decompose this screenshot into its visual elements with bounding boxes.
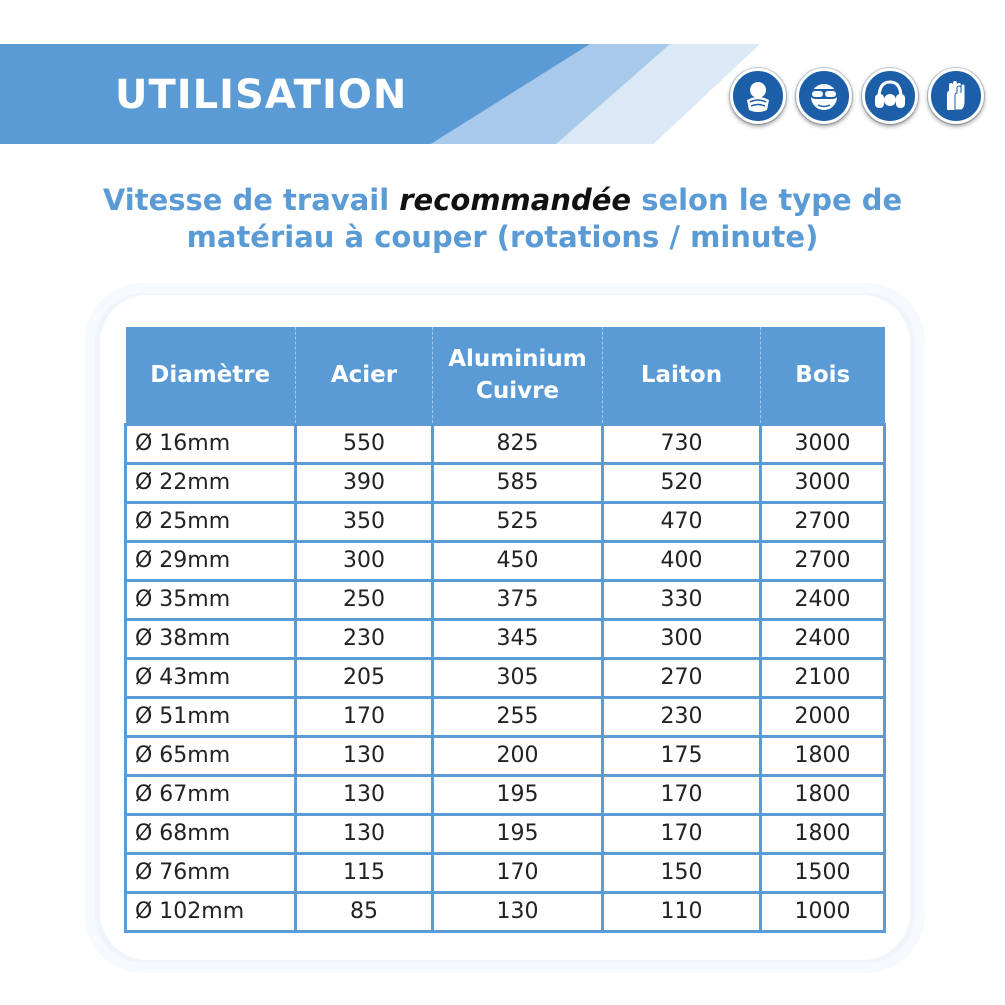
cell-aluminium-cuivre: 525 bbox=[433, 502, 603, 541]
table-row bbox=[126, 463, 885, 502]
header-cuivre: Cuivre bbox=[475, 377, 560, 404]
cell-laiton: 330 bbox=[603, 580, 761, 619]
cell-bois: 3000 bbox=[761, 463, 885, 502]
cell-laiton: 270 bbox=[603, 658, 761, 697]
cell-acier: 550 bbox=[296, 424, 433, 463]
header-acier: Acier bbox=[296, 327, 433, 424]
cell-aluminium-cuivre: 305 bbox=[433, 658, 603, 697]
cell-diameter: Ø 76mm bbox=[126, 853, 296, 892]
table-row bbox=[126, 736, 885, 775]
cell-diameter: Ø 29mm bbox=[126, 541, 296, 580]
table-header-row bbox=[126, 327, 885, 424]
header-bois: Bois bbox=[761, 327, 885, 424]
safety-icons bbox=[730, 68, 984, 124]
cell-diameter: Ø 65mm bbox=[126, 736, 296, 775]
cell-bois: 2700 bbox=[761, 502, 885, 541]
cell-bois: 1500 bbox=[761, 853, 885, 892]
speed-table bbox=[124, 327, 886, 933]
cell-acier: 130 bbox=[296, 736, 433, 775]
cell-aluminium-cuivre: 585 bbox=[433, 463, 603, 502]
table-row bbox=[126, 580, 885, 619]
table-row bbox=[126, 619, 885, 658]
cell-acier: 115 bbox=[296, 853, 433, 892]
cell-diameter: Ø 43mm bbox=[126, 658, 296, 697]
cell-bois: 1800 bbox=[761, 736, 885, 775]
header-aluminium: Aluminium bbox=[448, 345, 587, 372]
table-row bbox=[126, 697, 885, 736]
cell-acier: 130 bbox=[296, 775, 433, 814]
cell-bois: 2400 bbox=[761, 619, 885, 658]
cell-aluminium-cuivre: 200 bbox=[433, 736, 603, 775]
banner-title: UTILISATION bbox=[115, 72, 408, 118]
cell-bois: 1800 bbox=[761, 775, 885, 814]
cell-aluminium-cuivre: 195 bbox=[433, 814, 603, 853]
cell-diameter: Ø 51mm bbox=[126, 697, 296, 736]
ear-protection-icon bbox=[862, 68, 918, 124]
cell-bois: 1000 bbox=[761, 892, 885, 931]
header-aluminium-cuivre bbox=[433, 327, 603, 424]
cell-acier: 250 bbox=[296, 580, 433, 619]
cell-bois: 1800 bbox=[761, 814, 885, 853]
cell-aluminium-cuivre: 450 bbox=[433, 541, 603, 580]
cell-bois: 2700 bbox=[761, 541, 885, 580]
table-row bbox=[126, 853, 885, 892]
cell-bois: 2400 bbox=[761, 580, 885, 619]
cell-laiton: 110 bbox=[603, 892, 761, 931]
cell-laiton: 470 bbox=[603, 502, 761, 541]
cell-diameter: Ø 22mm bbox=[126, 463, 296, 502]
header-laiton: Laiton bbox=[603, 327, 761, 424]
cell-bois: 2000 bbox=[761, 697, 885, 736]
safety-goggles-icon bbox=[796, 68, 852, 124]
cell-laiton: 730 bbox=[603, 424, 761, 463]
cell-acier: 170 bbox=[296, 697, 433, 736]
cell-diameter: Ø 25mm bbox=[126, 502, 296, 541]
gloves-icon bbox=[928, 68, 984, 124]
cell-diameter: Ø 68mm bbox=[126, 814, 296, 853]
cell-aluminium-cuivre: 255 bbox=[433, 697, 603, 736]
cell-acier: 230 bbox=[296, 619, 433, 658]
cell-aluminium-cuivre: 825 bbox=[433, 424, 603, 463]
table-row bbox=[126, 424, 885, 463]
dust-mask-icon bbox=[730, 68, 786, 124]
heading-emphasis: recommandée bbox=[399, 183, 632, 217]
cell-bois: 2100 bbox=[761, 658, 885, 697]
heading-text-start: Vitesse de travail bbox=[102, 183, 400, 217]
cell-laiton: 520 bbox=[603, 463, 761, 502]
cell-laiton: 150 bbox=[603, 853, 761, 892]
cell-laiton: 400 bbox=[603, 541, 761, 580]
table-row bbox=[126, 775, 885, 814]
table-row bbox=[126, 658, 885, 697]
cell-laiton: 170 bbox=[603, 775, 761, 814]
cell-aluminium-cuivre: 130 bbox=[433, 892, 603, 931]
cell-laiton: 230 bbox=[603, 697, 761, 736]
cell-laiton: 300 bbox=[603, 619, 761, 658]
cell-diameter: Ø 102mm bbox=[126, 892, 296, 931]
cell-bois: 3000 bbox=[761, 424, 885, 463]
cell-aluminium-cuivre: 195 bbox=[433, 775, 603, 814]
cell-diameter: Ø 16mm bbox=[126, 424, 296, 463]
cell-diameter: Ø 67mm bbox=[126, 775, 296, 814]
cell-acier: 85 bbox=[296, 892, 433, 931]
cell-aluminium-cuivre: 345 bbox=[433, 619, 603, 658]
cell-diameter: Ø 35mm bbox=[126, 580, 296, 619]
table-row bbox=[126, 541, 885, 580]
table-row bbox=[126, 814, 885, 853]
heading-text-end: selon le type de matériau à couper (rotations / minute) bbox=[186, 183, 903, 254]
table-row bbox=[126, 502, 885, 541]
cell-laiton: 175 bbox=[603, 736, 761, 775]
header-diametre: Diamètre bbox=[150, 361, 271, 388]
cell-aluminium-cuivre: 375 bbox=[433, 580, 603, 619]
section-heading bbox=[100, 182, 905, 256]
cell-acier: 390 bbox=[296, 463, 433, 502]
cell-acier: 205 bbox=[296, 658, 433, 697]
cell-acier: 130 bbox=[296, 814, 433, 853]
cell-diameter: Ø 38mm bbox=[126, 619, 296, 658]
table-row bbox=[126, 892, 885, 931]
cell-laiton: 170 bbox=[603, 814, 761, 853]
cell-aluminium-cuivre: 170 bbox=[433, 853, 603, 892]
cell-acier: 350 bbox=[296, 502, 433, 541]
cell-acier: 300 bbox=[296, 541, 433, 580]
